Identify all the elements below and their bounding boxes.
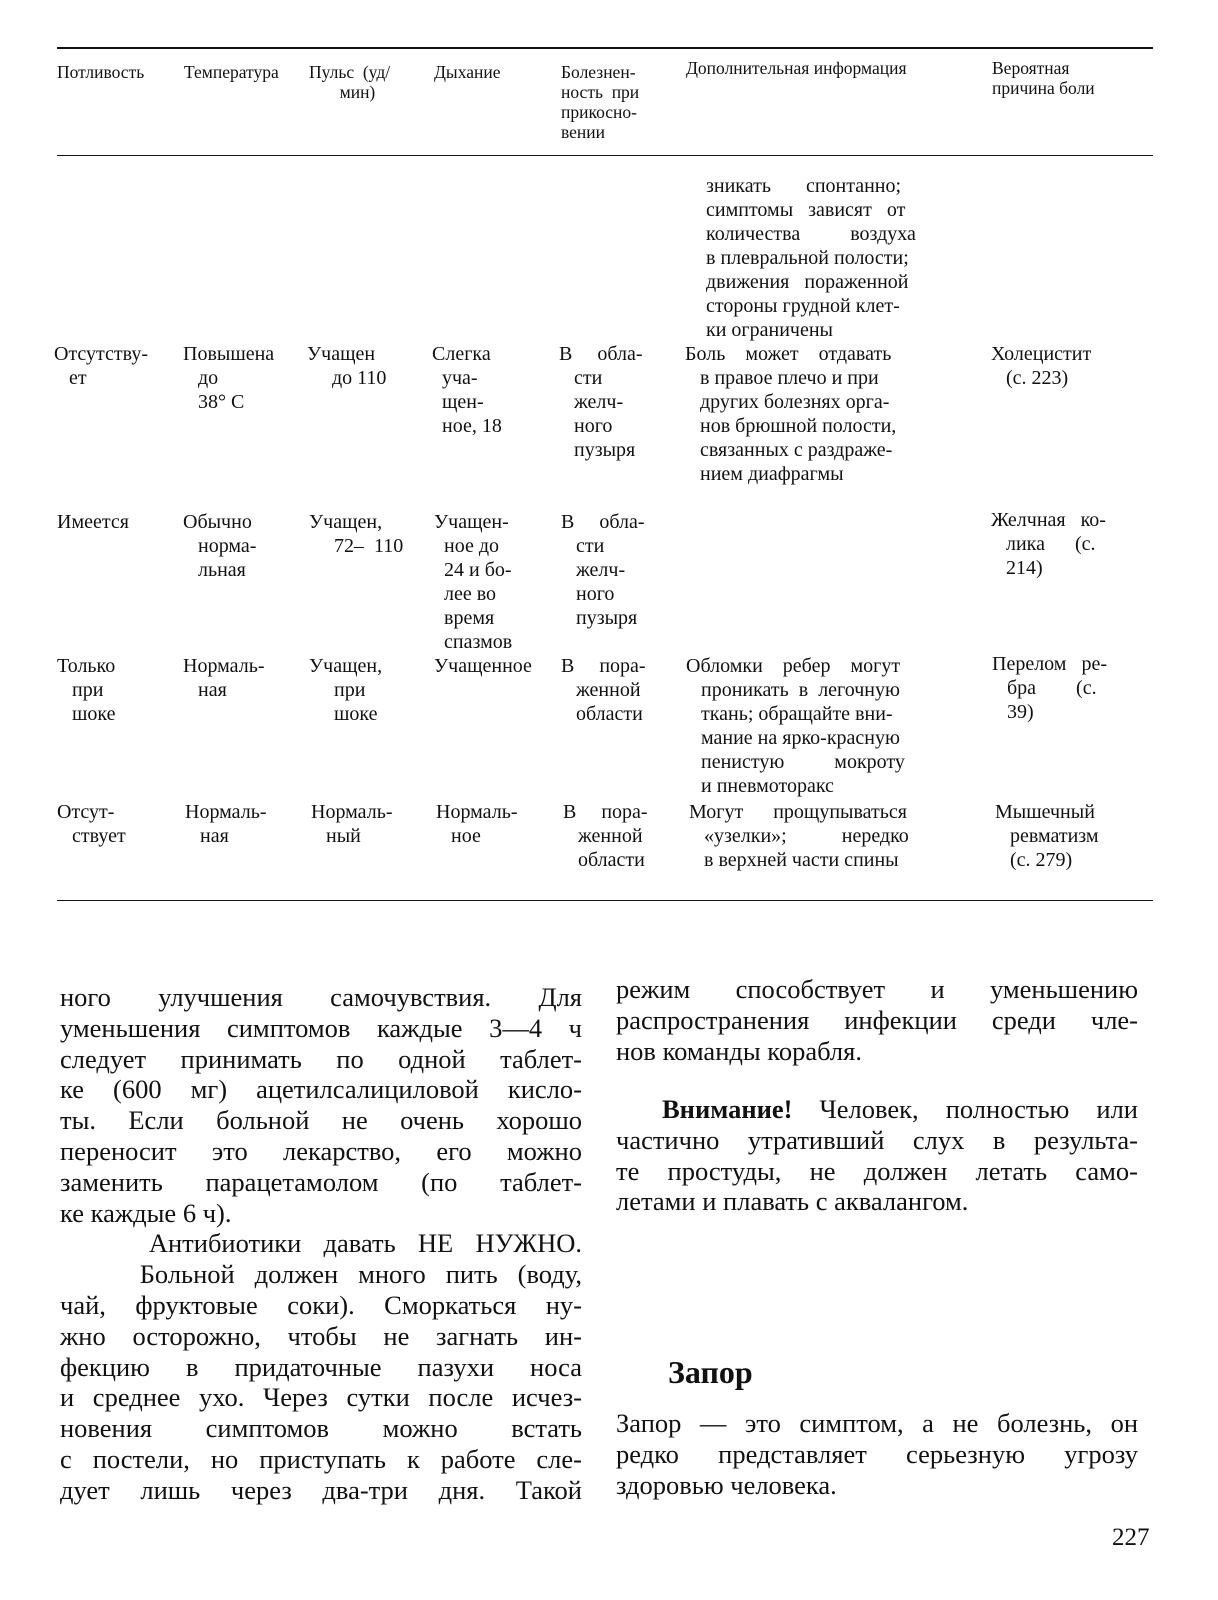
text-line: с постели, но приступать к работе сле- — [60, 1443, 582, 1474]
text-line: уменьшения симптомов каждые 3—4 ч — [60, 1012, 582, 1043]
row3-temperature: Нормаль- ная — [183, 655, 265, 701]
row2-cause: Желчная ко- лика (с. 214) — [991, 509, 1106, 579]
text-line: дует лишь через два-три дня. Такой — [60, 1474, 582, 1505]
row1-cause: Холецистит (с. 223) — [991, 343, 1092, 389]
warning-first-line — [616, 1094, 1138, 1125]
header-breathing: Дыхание — [434, 62, 501, 82]
text-line: и среднее ухо. Через сутки после исчез- — [60, 1382, 582, 1413]
warning-paragraph — [616, 1094, 1138, 1217]
row3-breathing: Учащенное — [434, 655, 532, 677]
header-tenderness: Болезнен- ность при прикосно- вении — [561, 62, 640, 142]
header-info: Дополнительная информация — [686, 58, 907, 78]
header-sweat: Потливость — [57, 62, 145, 82]
row4-info: Могут прощупываться «узелки»; нередко в верхней части спины — [689, 801, 909, 871]
row2-tenderness: В обла- сти желч- ного пузыря — [561, 511, 645, 629]
right-column-para1 — [616, 974, 1138, 1066]
row3-cause: Перелом ре- бра (с. 39) — [992, 653, 1107, 723]
text-line: ке каждые 6 ч). — [60, 1197, 232, 1228]
text-line: Запор — это симптом, а не болезнь, он — [616, 1408, 1138, 1438]
row4-cause: Мышечный ревматизм (с. 279) — [995, 801, 1099, 871]
row2-temperature: Обычно норма- льная — [183, 511, 257, 581]
text-line: чай, фруктовые соки). Сморкаться ну- — [60, 1289, 582, 1320]
text-line: переносит это лекарство, его можно — [60, 1135, 582, 1166]
row3-sweat: Только при шоке — [57, 655, 116, 725]
header-cause: Вероятная причина боли — [992, 58, 1095, 98]
continuation-info: зникать спонтанно; симптомы зависят от количества воздуха в плевральной полости; движения пораженной стороны грудной клет- ки ограничены — [706, 175, 916, 341]
warning-label: Внимание! — [662, 1094, 793, 1124]
header-temperature: Температура — [184, 62, 279, 82]
text-line: жно осторожно, чтобы не загнать ин- — [60, 1320, 582, 1351]
section-heading: Запор — [668, 1354, 753, 1390]
row1-temperature: Повышена до 38° С — [183, 343, 275, 413]
table-header-rule — [57, 155, 1153, 156]
text-line: те простуды, не должен летать само- — [616, 1155, 1138, 1186]
row1-sweat: Отсутству- ет — [54, 343, 149, 389]
row3-info: Обломки ребер могут проникать в легочную ткань; обращайте вни- мание на ярко-красную пенистую мокроту и пневмоторакс — [686, 655, 905, 797]
text-line: летами и плавать с аквалангом. — [616, 1186, 969, 1217]
text-line: ке (600 мг) ацетилсалициловой кисло- — [60, 1074, 582, 1105]
text-line: следует принимать по одной таблет- — [60, 1043, 582, 1074]
row1-pulse: Учащен до 110 — [307, 343, 387, 389]
text-line: новения симптомов можно встать — [60, 1413, 582, 1444]
row4-pulse: Нормаль- ный — [311, 801, 393, 847]
row4-sweat: Отсут- ствует — [57, 801, 126, 847]
left-column-text — [60, 982, 582, 1506]
header-pulse: Пульс (уд/ мин) — [309, 62, 391, 102]
row2-pulse: Учащен, 72– 110 — [309, 511, 404, 557]
text-line: заменить парацетамолом (по таблет- — [60, 1166, 582, 1197]
page-number: 227 — [1112, 1524, 1150, 1551]
row1-info: Боль может отдавать в правое плечо и при других болезнях орга- нов брюшной полости, связанных с раздраже- нием диафрагмы — [685, 343, 897, 485]
row2-breathing: Учащен- ное до 24 и бо- лее во время спазмов — [434, 511, 513, 653]
text-line: редко представляет серьезную угрозу — [616, 1438, 1138, 1469]
text-line: нов команды корабля. — [616, 1035, 862, 1066]
text-line: ты. Если больной не очень хорошо — [60, 1105, 582, 1136]
text-line: режим способствует и уменьшению — [616, 974, 1138, 1004]
text-line: фекцию в придаточные пазухи носа — [60, 1351, 582, 1382]
text-line: Антибиотики давать НЕ НУЖНО. — [60, 1228, 582, 1259]
row4-tenderness: В пора- женной области — [563, 801, 648, 871]
table-top-rule — [57, 47, 1153, 49]
warning-text: Человек, полностью или — [792, 1094, 1138, 1124]
row3-pulse: Учащен, при шоке — [309, 655, 383, 725]
text-line: частично утративший слух в результа- — [616, 1124, 1138, 1155]
right-column-para2 — [616, 1408, 1138, 1500]
row1-tenderness: В обла- сти желч- ного пузыря — [559, 343, 643, 461]
row4-temperature: Нормаль- ная — [185, 801, 267, 847]
text-line: ного улучшения самочувствия. Для — [60, 982, 582, 1012]
text-line: здоровью человека. — [616, 1469, 837, 1500]
table-bottom-rule — [57, 900, 1153, 901]
text-line: распространения инфекции среди чле- — [616, 1004, 1138, 1035]
row3-tenderness: В пора- женной области — [561, 655, 646, 725]
text-line: Больной должен много пить (воду, — [60, 1259, 582, 1290]
row2-sweat: Имеется — [57, 511, 129, 533]
row4-breathing: Нормаль- ное — [436, 801, 518, 847]
row1-breathing: Слегка уча- щен- ное, 18 — [432, 343, 502, 437]
